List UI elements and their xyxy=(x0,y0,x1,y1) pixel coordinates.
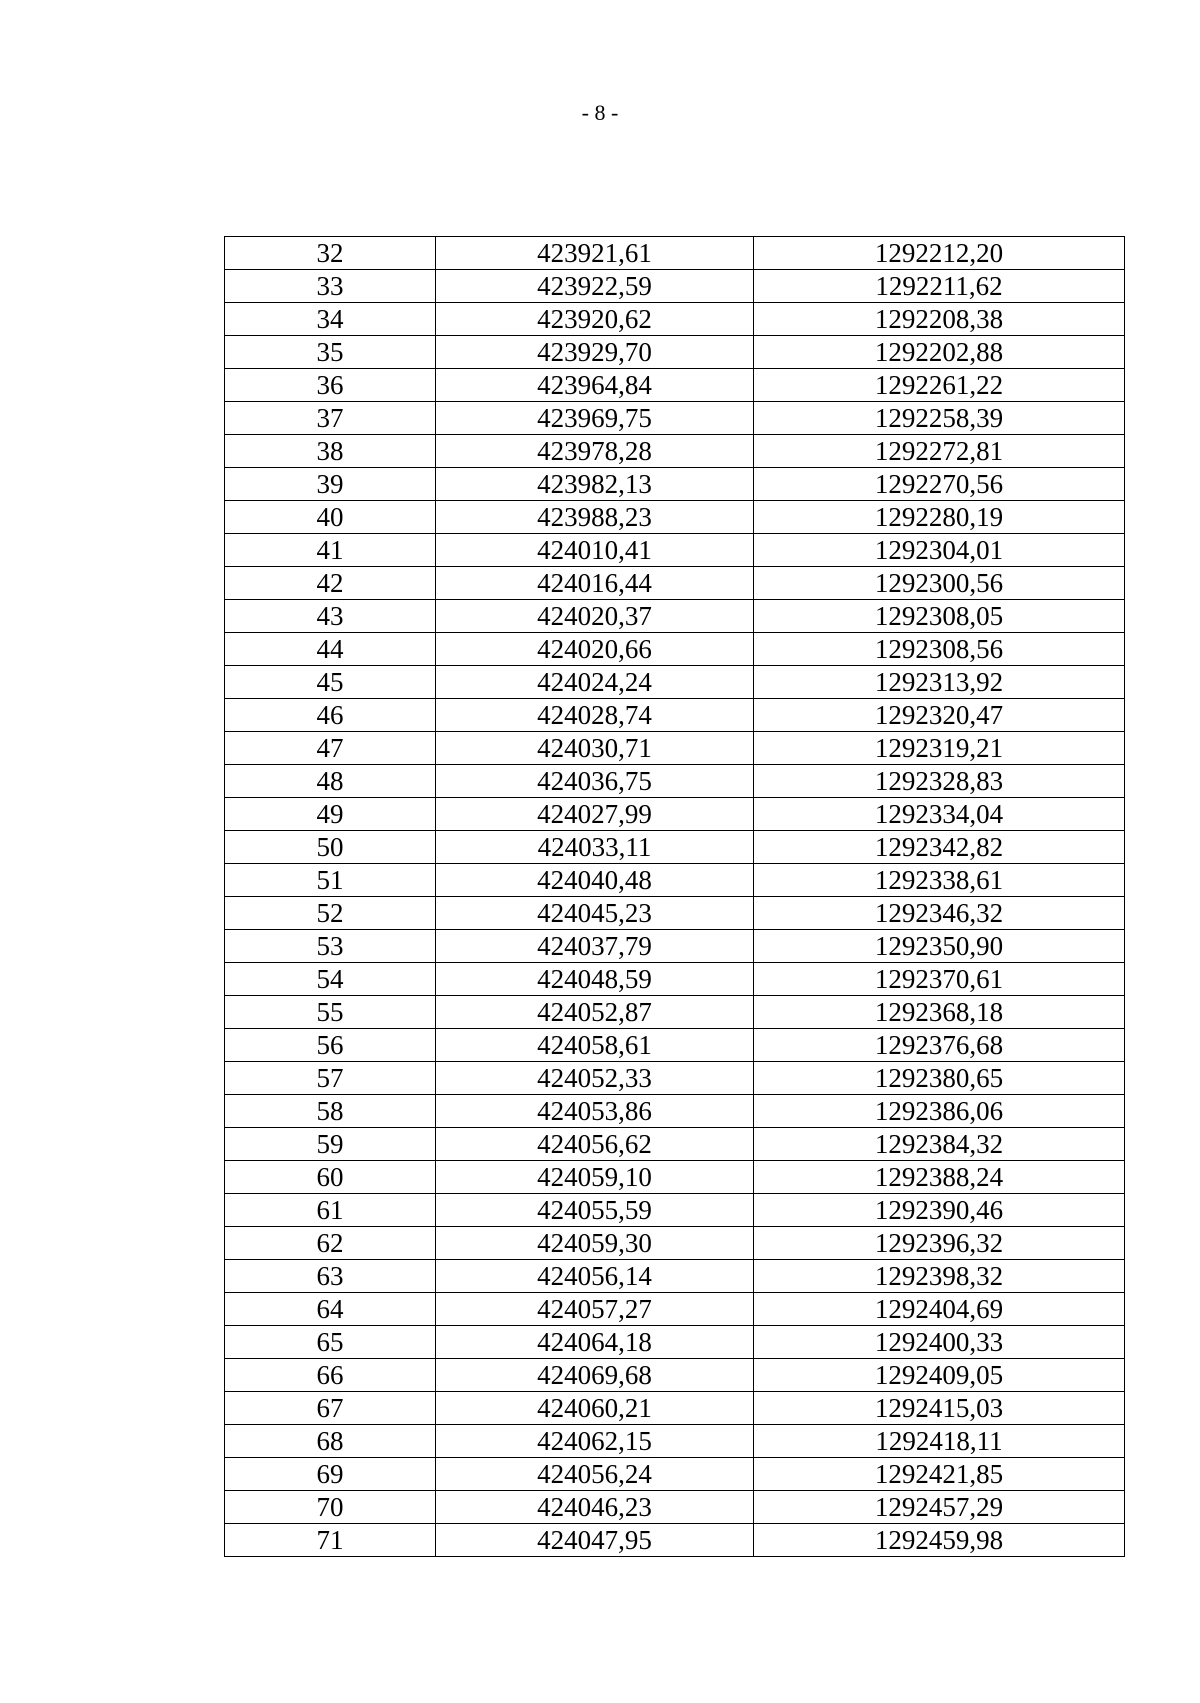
y-coordinate-cell: 1292280,19 xyxy=(754,501,1125,534)
y-coordinate-cell: 1292304,01 xyxy=(754,534,1125,567)
point-number-cell: 59 xyxy=(225,1128,436,1161)
y-coordinate-cell: 1292380,65 xyxy=(754,1062,1125,1095)
y-coordinate-cell: 1292415,03 xyxy=(754,1392,1125,1425)
point-number-cell: 42 xyxy=(225,567,436,600)
point-number-cell: 37 xyxy=(225,402,436,435)
point-number-cell: 44 xyxy=(225,633,436,666)
point-number-cell: 33 xyxy=(225,270,436,303)
x-coordinate-cell: 424056,24 xyxy=(436,1458,754,1491)
x-coordinate-cell: 423978,28 xyxy=(436,435,754,468)
table-row xyxy=(225,699,1125,732)
y-coordinate-cell: 1292457,29 xyxy=(754,1491,1125,1524)
table-row xyxy=(225,831,1125,864)
y-coordinate-cell: 1292370,61 xyxy=(754,963,1125,996)
x-coordinate-cell: 423921,61 xyxy=(436,237,754,270)
x-coordinate-cell: 424060,21 xyxy=(436,1392,754,1425)
table-row xyxy=(225,468,1125,501)
x-coordinate-cell: 424033,11 xyxy=(436,831,754,864)
point-number-cell: 32 xyxy=(225,237,436,270)
point-number-cell: 55 xyxy=(225,996,436,1029)
x-coordinate-cell: 424048,59 xyxy=(436,963,754,996)
y-coordinate-cell: 1292258,39 xyxy=(754,402,1125,435)
y-coordinate-cell: 1292208,38 xyxy=(754,303,1125,336)
x-coordinate-cell: 424052,33 xyxy=(436,1062,754,1095)
x-coordinate-cell: 424056,62 xyxy=(436,1128,754,1161)
point-number-cell: 65 xyxy=(225,1326,436,1359)
point-number-cell: 56 xyxy=(225,1029,436,1062)
x-coordinate-cell: 424052,87 xyxy=(436,996,754,1029)
point-number-cell: 70 xyxy=(225,1491,436,1524)
y-coordinate-cell: 1292211,62 xyxy=(754,270,1125,303)
y-coordinate-cell: 1292202,88 xyxy=(754,336,1125,369)
point-number-cell: 53 xyxy=(225,930,436,963)
table-row xyxy=(225,402,1125,435)
table-row xyxy=(225,1161,1125,1194)
table-row xyxy=(225,336,1125,369)
table-row xyxy=(225,1128,1125,1161)
x-coordinate-cell: 424036,75 xyxy=(436,765,754,798)
point-number-cell: 34 xyxy=(225,303,436,336)
table-row xyxy=(225,666,1125,699)
point-number-cell: 49 xyxy=(225,798,436,831)
x-coordinate-cell: 424057,27 xyxy=(436,1293,754,1326)
x-coordinate-cell: 424045,23 xyxy=(436,897,754,930)
y-coordinate-cell: 1292398,32 xyxy=(754,1260,1125,1293)
y-coordinate-cell: 1292350,90 xyxy=(754,930,1125,963)
y-coordinate-cell: 1292308,05 xyxy=(754,600,1125,633)
x-coordinate-cell: 424020,66 xyxy=(436,633,754,666)
y-coordinate-cell: 1292328,83 xyxy=(754,765,1125,798)
coordinates-table xyxy=(224,236,1125,1557)
point-number-cell: 60 xyxy=(225,1161,436,1194)
table-row xyxy=(225,1194,1125,1227)
x-coordinate-cell: 424027,99 xyxy=(436,798,754,831)
y-coordinate-cell: 1292313,92 xyxy=(754,666,1125,699)
point-number-cell: 38 xyxy=(225,435,436,468)
table-row xyxy=(225,567,1125,600)
point-number-cell: 39 xyxy=(225,468,436,501)
y-coordinate-cell: 1292270,56 xyxy=(754,468,1125,501)
x-coordinate-cell: 424046,23 xyxy=(436,1491,754,1524)
y-coordinate-cell: 1292261,22 xyxy=(754,369,1125,402)
table-row xyxy=(225,1458,1125,1491)
y-coordinate-cell: 1292342,82 xyxy=(754,831,1125,864)
x-coordinate-cell: 424058,61 xyxy=(436,1029,754,1062)
y-coordinate-cell: 1292272,81 xyxy=(754,435,1125,468)
x-coordinate-cell: 423922,59 xyxy=(436,270,754,303)
y-coordinate-cell: 1292390,46 xyxy=(754,1194,1125,1227)
y-coordinate-cell: 1292376,68 xyxy=(754,1029,1125,1062)
point-number-cell: 46 xyxy=(225,699,436,732)
point-number-cell: 57 xyxy=(225,1062,436,1095)
table-row xyxy=(225,864,1125,897)
point-number-cell: 64 xyxy=(225,1293,436,1326)
table-row xyxy=(225,963,1125,996)
y-coordinate-cell: 1292421,85 xyxy=(754,1458,1125,1491)
x-coordinate-cell: 424059,10 xyxy=(436,1161,754,1194)
y-coordinate-cell: 1292384,32 xyxy=(754,1128,1125,1161)
table-row xyxy=(225,897,1125,930)
x-coordinate-cell: 423988,23 xyxy=(436,501,754,534)
point-number-cell: 36 xyxy=(225,369,436,402)
y-coordinate-cell: 1292409,05 xyxy=(754,1359,1125,1392)
table-row xyxy=(225,633,1125,666)
x-coordinate-cell: 424037,79 xyxy=(436,930,754,963)
point-number-cell: 62 xyxy=(225,1227,436,1260)
point-number-cell: 45 xyxy=(225,666,436,699)
x-coordinate-cell: 424069,68 xyxy=(436,1359,754,1392)
x-coordinate-cell: 424040,48 xyxy=(436,864,754,897)
y-coordinate-cell: 1292368,18 xyxy=(754,996,1125,1029)
x-coordinate-cell: 423969,75 xyxy=(436,402,754,435)
table-row xyxy=(225,270,1125,303)
y-coordinate-cell: 1292346,32 xyxy=(754,897,1125,930)
table-row xyxy=(225,1062,1125,1095)
y-coordinate-cell: 1292404,69 xyxy=(754,1293,1125,1326)
y-coordinate-cell: 1292212,20 xyxy=(754,237,1125,270)
coordinates-table-body xyxy=(225,237,1125,1557)
point-number-cell: 58 xyxy=(225,1095,436,1128)
x-coordinate-cell: 424024,24 xyxy=(436,666,754,699)
point-number-cell: 69 xyxy=(225,1458,436,1491)
table-row xyxy=(225,237,1125,270)
y-coordinate-cell: 1292386,06 xyxy=(754,1095,1125,1128)
table-row xyxy=(225,369,1125,402)
y-coordinate-cell: 1292320,47 xyxy=(754,699,1125,732)
y-coordinate-cell: 1292319,21 xyxy=(754,732,1125,765)
y-coordinate-cell: 1292418,11 xyxy=(754,1425,1125,1458)
y-coordinate-cell: 1292334,04 xyxy=(754,798,1125,831)
table-row xyxy=(225,1293,1125,1326)
table-row xyxy=(225,1524,1125,1557)
table-row xyxy=(225,1359,1125,1392)
table-row xyxy=(225,435,1125,468)
point-number-cell: 63 xyxy=(225,1260,436,1293)
table-row xyxy=(225,765,1125,798)
table-row xyxy=(225,1029,1125,1062)
point-number-cell: 40 xyxy=(225,501,436,534)
y-coordinate-cell: 1292338,61 xyxy=(754,864,1125,897)
x-coordinate-cell: 424010,41 xyxy=(436,534,754,567)
y-coordinate-cell: 1292388,24 xyxy=(754,1161,1125,1194)
table-row xyxy=(225,1326,1125,1359)
point-number-cell: 35 xyxy=(225,336,436,369)
point-number-cell: 61 xyxy=(225,1194,436,1227)
x-coordinate-cell: 424056,14 xyxy=(436,1260,754,1293)
y-coordinate-cell: 1292400,33 xyxy=(754,1326,1125,1359)
y-coordinate-cell: 1292308,56 xyxy=(754,633,1125,666)
x-coordinate-cell: 423982,13 xyxy=(436,468,754,501)
point-number-cell: 50 xyxy=(225,831,436,864)
point-number-cell: 52 xyxy=(225,897,436,930)
x-coordinate-cell: 424059,30 xyxy=(436,1227,754,1260)
x-coordinate-cell: 424053,86 xyxy=(436,1095,754,1128)
table-row xyxy=(225,600,1125,633)
table-row xyxy=(225,1227,1125,1260)
point-number-cell: 48 xyxy=(225,765,436,798)
point-number-cell: 66 xyxy=(225,1359,436,1392)
point-number-cell: 47 xyxy=(225,732,436,765)
table-row xyxy=(225,1260,1125,1293)
point-number-cell: 41 xyxy=(225,534,436,567)
table-row xyxy=(225,1392,1125,1425)
table-row xyxy=(225,303,1125,336)
x-coordinate-cell: 424020,37 xyxy=(436,600,754,633)
table-row xyxy=(225,1425,1125,1458)
point-number-cell: 54 xyxy=(225,963,436,996)
point-number-cell: 43 xyxy=(225,600,436,633)
table-row xyxy=(225,534,1125,567)
x-coordinate-cell: 424055,59 xyxy=(436,1194,754,1227)
page-number: - 8 - xyxy=(581,100,619,125)
x-coordinate-cell: 424064,18 xyxy=(436,1326,754,1359)
x-coordinate-cell: 424030,71 xyxy=(436,732,754,765)
table-row xyxy=(225,930,1125,963)
x-coordinate-cell: 424028,74 xyxy=(436,699,754,732)
x-coordinate-cell: 423929,70 xyxy=(436,336,754,369)
x-coordinate-cell: 424062,15 xyxy=(436,1425,754,1458)
y-coordinate-cell: 1292459,98 xyxy=(754,1524,1125,1557)
point-number-cell: 67 xyxy=(225,1392,436,1425)
table-row xyxy=(225,798,1125,831)
point-number-cell: 51 xyxy=(225,864,436,897)
point-number-cell: 68 xyxy=(225,1425,436,1458)
table-row xyxy=(225,996,1125,1029)
point-number-cell: 71 xyxy=(225,1524,436,1557)
table-row xyxy=(225,1491,1125,1524)
x-coordinate-cell: 423964,84 xyxy=(436,369,754,402)
x-coordinate-cell: 424047,95 xyxy=(436,1524,754,1557)
x-coordinate-cell: 424016,44 xyxy=(436,567,754,600)
y-coordinate-cell: 1292396,32 xyxy=(754,1227,1125,1260)
x-coordinate-cell: 423920,62 xyxy=(436,303,754,336)
table-row xyxy=(225,501,1125,534)
table-row xyxy=(225,732,1125,765)
table-row xyxy=(225,1095,1125,1128)
y-coordinate-cell: 1292300,56 xyxy=(754,567,1125,600)
